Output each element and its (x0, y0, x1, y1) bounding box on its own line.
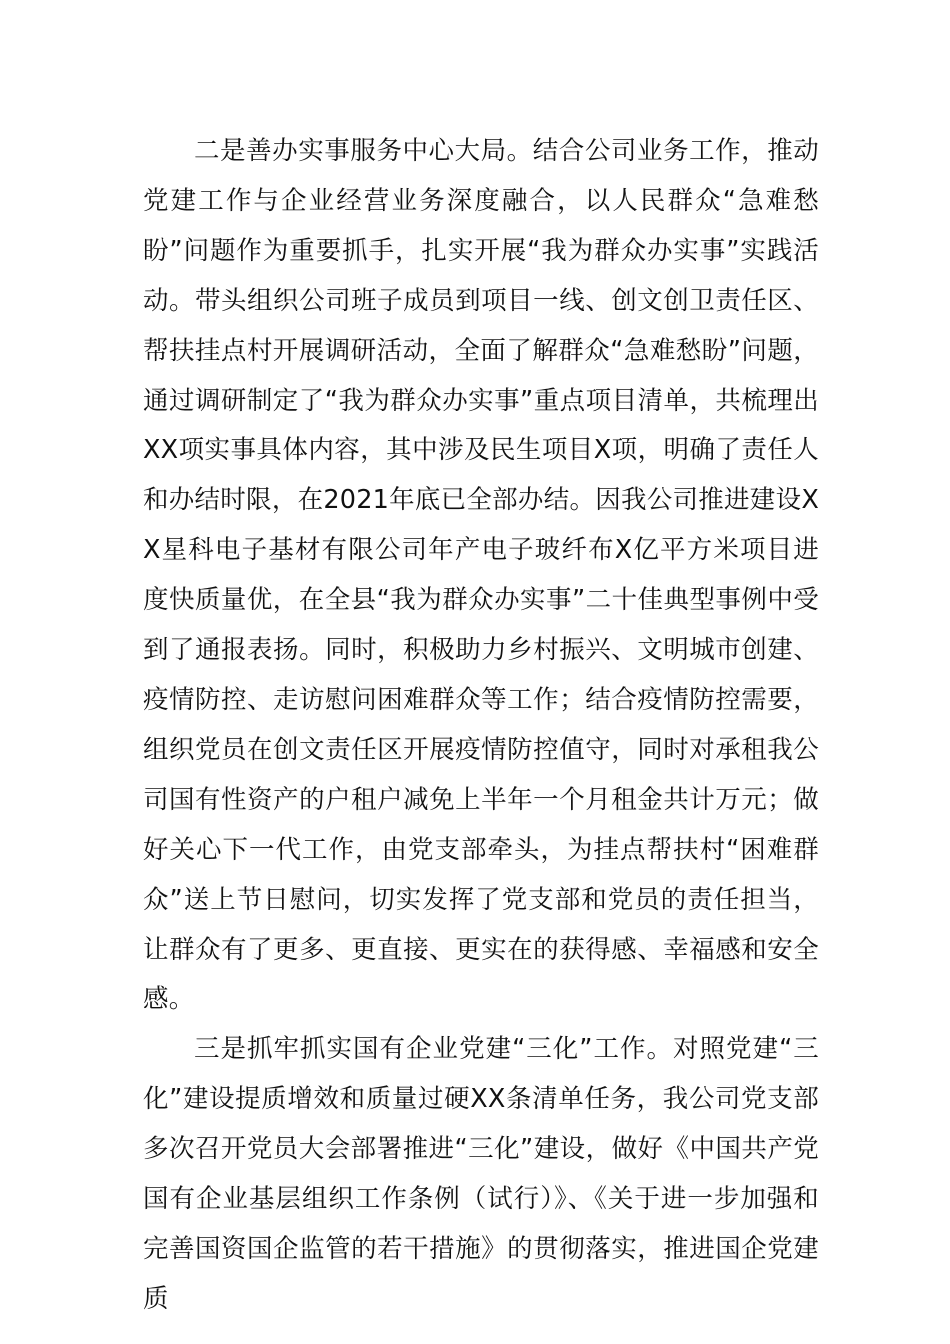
paragraph-serve-practical-matters: 二是善办实事服务中心大局。结合公司业务工作，推动党建工作与企业经营业务深度融合，以人民群众“急难愁盼”问题作为重要抓手，扎实开展“我为群众办实事”实践活动。带头组织公司班子成员到项目一线、创文创卫责任区、帮扶挂点村开展调研活动，全面了解群众“急难愁盼”问题，通过调研制定了“我为群众办实事”重点项目清单，共梳理出XX项实事具体内容，其中涉及民生项目X项，明确了责任人和办结时限，在2021年底已全部办结。因我公司推进建设XX星科电子基材有限公司年产电子玻纤布X亿平方米项目进度快质量优，在全县“我为群众办实事”二十佳典型事例中受到了通报表扬。同时，积极助力乡村振兴、文明城市创建、疫情防控、走访慰问困难群众等工作；结合疫情防控需要，组织党员在创文责任区开展疫情防控值守，同时对承租我公司国有性资产的户租户减免上半年一个月租金共计万元；做好关心下一代工作，由党支部牵头，为挂点帮扶村“困难群众”送上节日慰问，切实发挥了党支部和党员的责任担当，让群众有了更多、更直接、更实在的获得感、幸福感和安全感。 (143, 136, 819, 1015)
paragraph-three-modernizations: 三是抓牢抓实国有企业党建“三化”工作。对照党建“三化”建设提质增效和质量过硬XX条清单任务，我公司党支部多次召开党员大会部署推进“三化”建设，做好《中国共产党国有企业基层组织工作条例（试行）》、《关于进一步加强和完善国资国企监管的若干措施》的贯彻落实，推进国企党建质 (143, 1034, 819, 1314)
document-body (143, 127, 819, 1325)
